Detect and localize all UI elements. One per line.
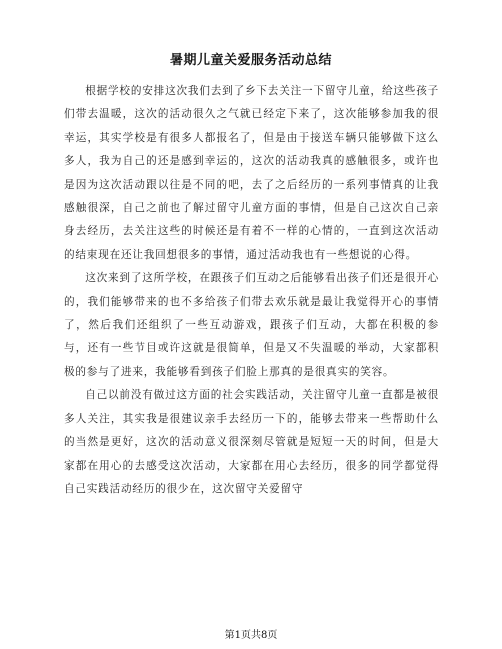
- paragraph-2: 这次来到了这所学校，在跟孩子们互动之后能够看出孩子们还是很开心的，我们能够带来的也不多给孩子们带去欢乐就是最让我觉得开心的事情了，然后我们还组织了一些互动游戏，跟孩子们互动，大都在积极的参与，还有一些节目或许这就是很简单，但是又不失温暖的举动，大家都积极的参与了进来，我能够看到孩子们脸上那真的是很真实的笑容。: [64, 272, 439, 378]
- paragraph-1: 根据学校的安排这次我们去到了乡下去关注一下留守儿童，给这些孩子们带去温暖，这次的活动很久之气就已经定下来了，这次能够参加我的很幸运，其实学校是有很多人都报名了，但是由于接送车辆只能够做下这么多人，我为自己的还是感到幸运的，这次的活动我真的感触很多，或许也是因为这次活动跟以往是不同的吧，去了之后经历的一系列事情真的让我感触很深，自己之前也了解过留守儿童方面的事情，但是自己这次自己亲身去经历，去关注这些的时候还是有着不一样的心情的，一直到这次活动的结束现在还让我回想很多的事情，通过活动我也有一些想说的心得。: [64, 85, 439, 261]
- document-title: 暑期儿童关爱服务活动总结: [169, 53, 332, 68]
- paragraph-3: 自己以前没有做过这方面的社会实践活动，关注留守儿童一直都是被很多人关注，其实我是很建议亲手去经历一下的，能够去带来一些帮助什么的当然是更好，这次的活动意义很深刻尽管就是短短一天的时间，但是大家都在用心的去感受这次活动，大家都在用心去经历，很多的同学都觉得自己实践活动经历的很少在，这次留守关爱留守: [64, 389, 439, 495]
- page-number: 第1页共8页: [224, 630, 278, 641]
- document-body: [64, 80, 439, 501]
